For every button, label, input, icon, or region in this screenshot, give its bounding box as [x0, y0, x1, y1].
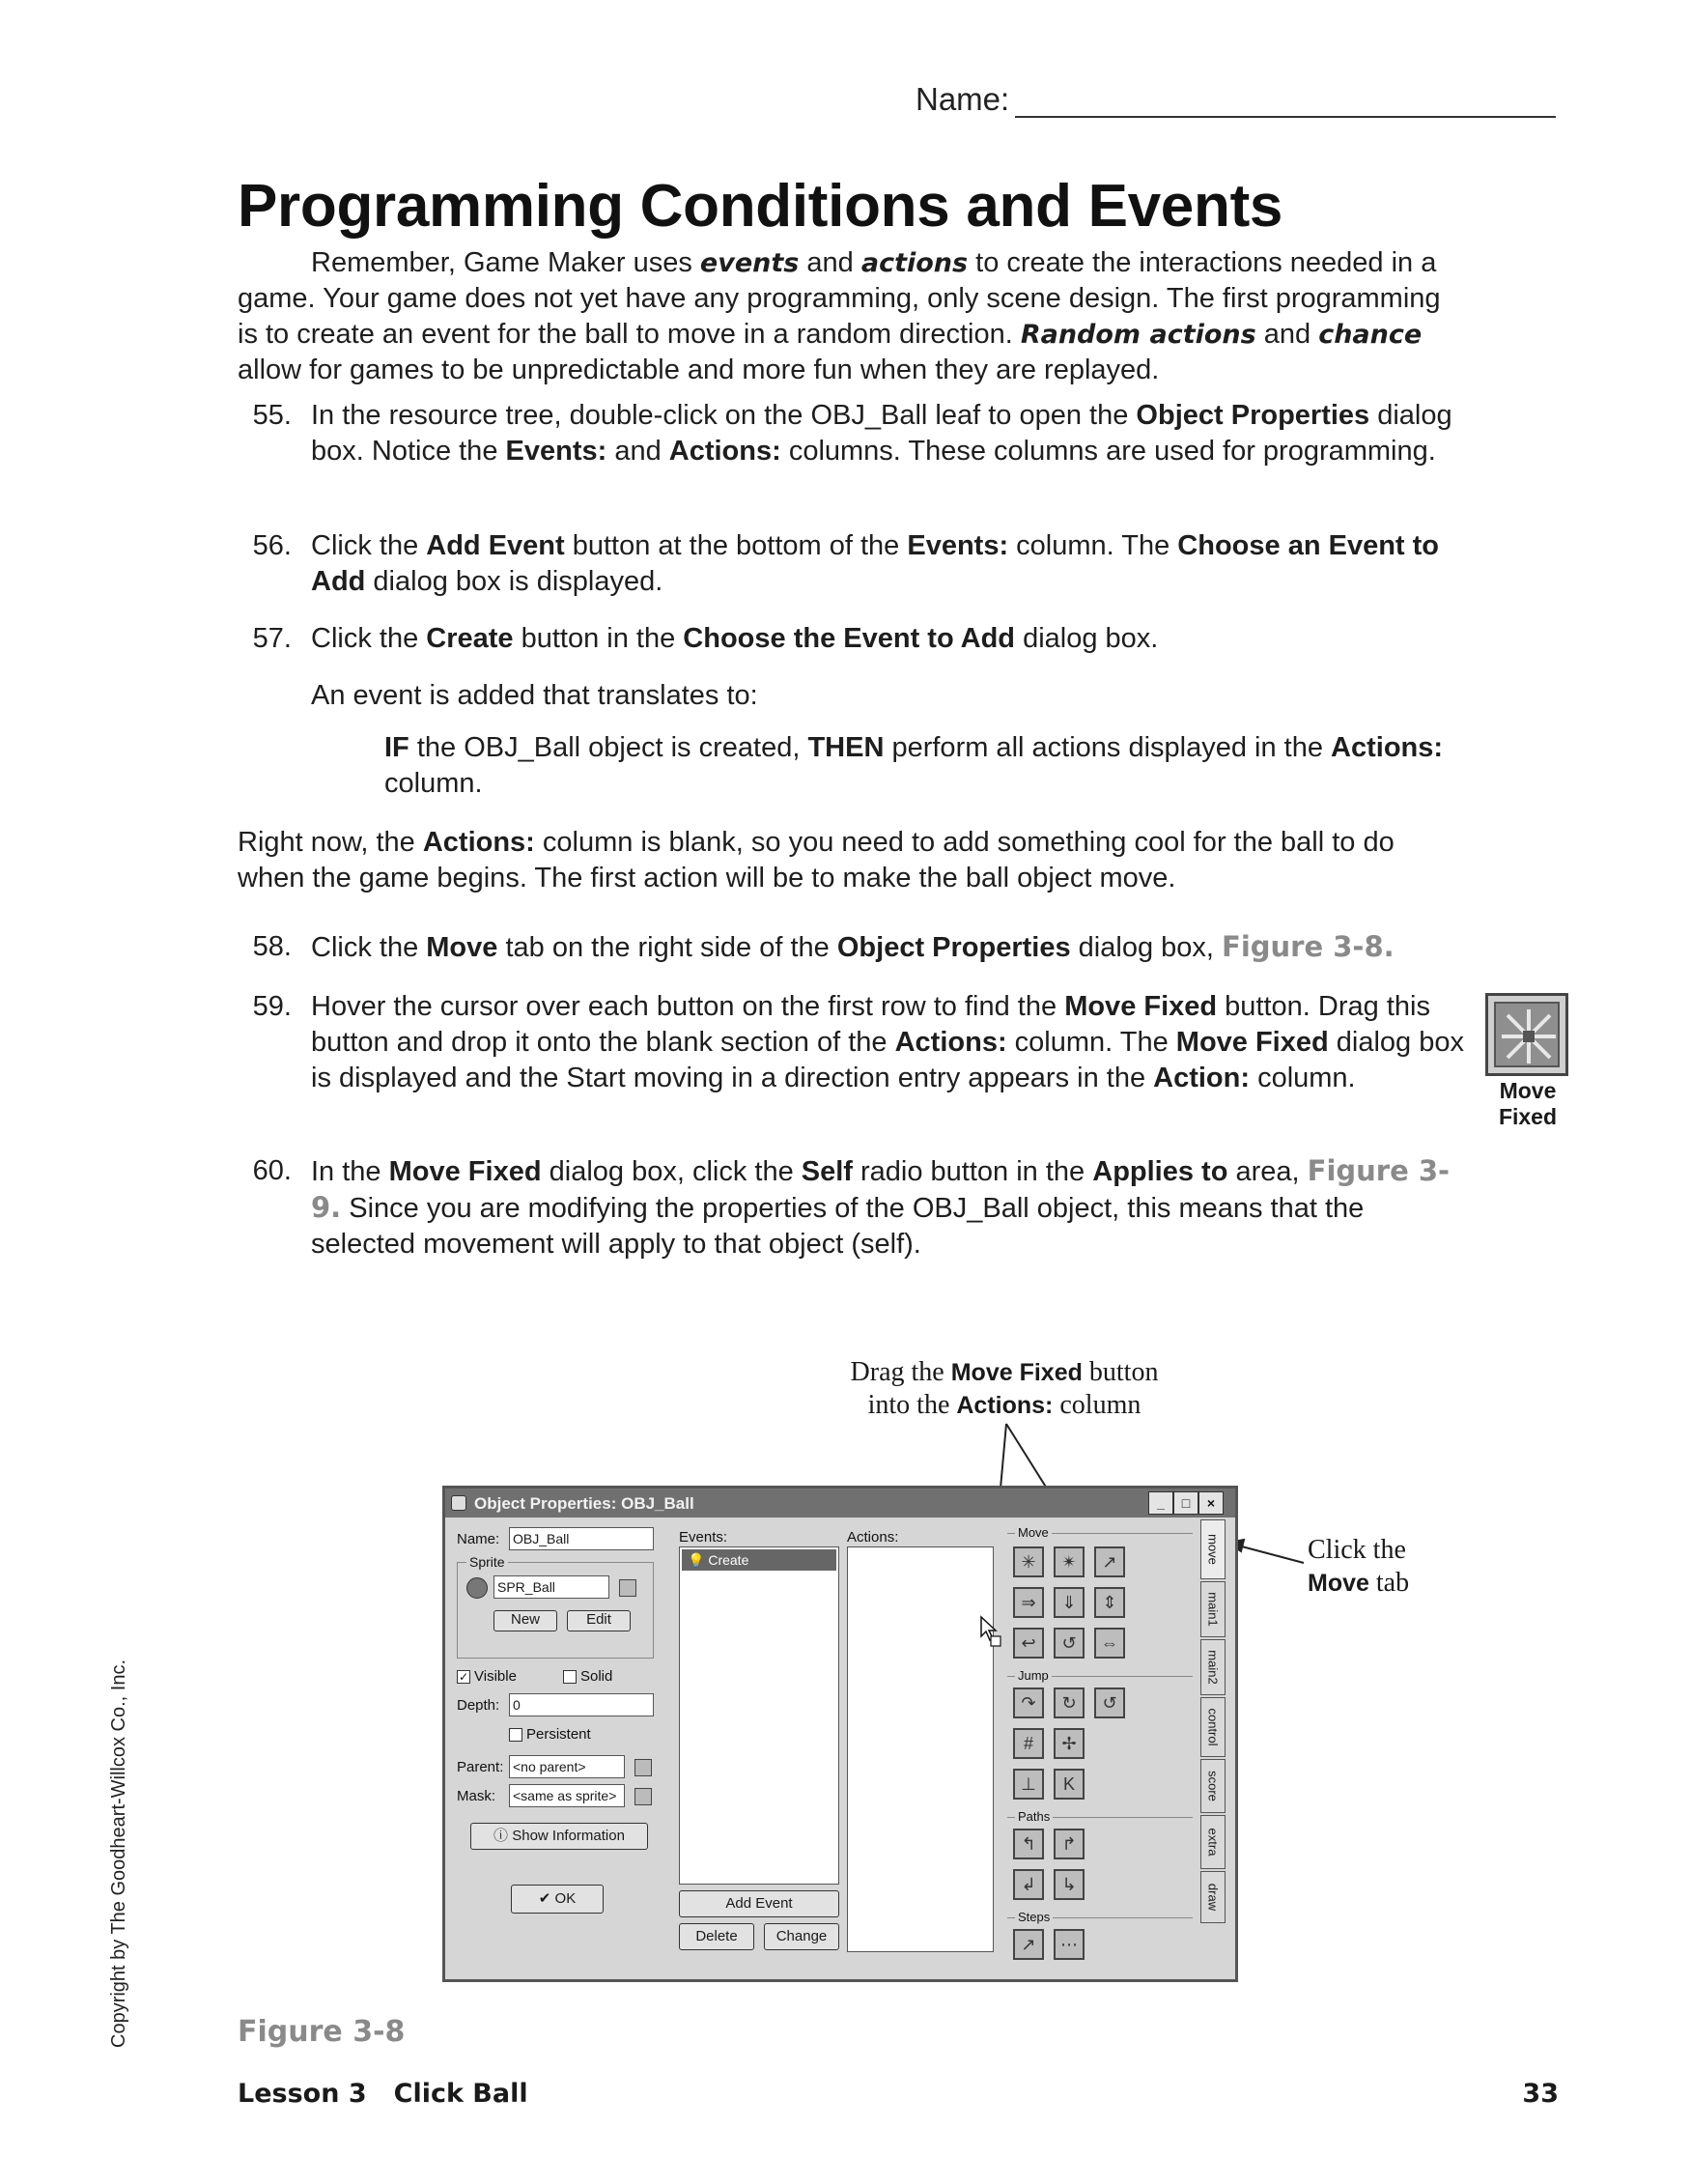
move-group-label: Move — [1015, 1525, 1052, 1540]
ui-bold: Action: — [1153, 1063, 1251, 1093]
window-titlebar[interactable] — [445, 1489, 1235, 1517]
depth-input[interactable]: 0 — [509, 1693, 654, 1716]
keyword-then: THEN — [807, 732, 885, 763]
term-chance: chance — [1318, 320, 1423, 350]
ui-bold: Object Properties — [836, 932, 1071, 963]
jump-group-label: Jump — [1015, 1668, 1052, 1683]
ui-text: Start moving in a direction — [566, 1063, 890, 1093]
set-path-button[interactable]: ↰ — [1013, 1829, 1044, 1859]
keyword-if: IF — [384, 732, 409, 763]
step-text: Hover the cursor over each button on the first row to find the Move Fixed button. Drag this button and drop it onto the blank section of the Actions: column. The Move Fixed dialog box is displayed and the Start moving in a direction entry appears in the Action: column. — [311, 991, 1464, 1093]
mask-browse-icon[interactable] — [634, 1788, 652, 1805]
sprite-browse-icon[interactable] — [619, 1579, 636, 1597]
add-event-button[interactable]: Add Event — [679, 1890, 839, 1917]
intro-text: allow for games to be unpredictable and more fun when they are replayed. — [238, 355, 1160, 385]
step-towards-button[interactable]: ↗ — [1013, 1929, 1044, 1960]
mask-select[interactable]: <same as sprite> — [509, 1784, 625, 1807]
figure-reference: Figure 3-8. — [1222, 930, 1395, 963]
jump-to-start-button[interactable]: ↻ — [1054, 1688, 1085, 1718]
callout-drag-move-fixed: Drag the Move Fixed button into the Actions: column — [850, 1357, 1159, 1420]
ui-bold: Move Fixed — [388, 1156, 542, 1187]
ui-text: OBJ_Ball — [912, 1193, 1029, 1224]
paths-group-label: Paths — [1015, 1809, 1053, 1824]
step-number: 59. — [252, 991, 292, 1022]
move-free-button[interactable]: ✴ — [1054, 1546, 1085, 1577]
minimize-icon[interactable]: _ — [1148, 1491, 1173, 1515]
ui-bold: Events: — [907, 530, 1009, 561]
ui-bold: Actions: — [668, 436, 781, 467]
close-icon[interactable]: × — [1198, 1491, 1224, 1515]
page-number: 33 — [1522, 2079, 1559, 2109]
align-to-grid-button[interactable]: # — [1013, 1728, 1044, 1759]
ui-bold: Move — [426, 932, 498, 963]
parent-label: Parent: — [457, 1759, 504, 1775]
sprite-group-label: Sprite — [466, 1554, 508, 1570]
step-number: 56. — [252, 530, 292, 561]
path-speed-button[interactable]: ↳ — [1054, 1869, 1085, 1900]
check-icon: ✓ — [458, 1670, 469, 1685]
speed-vertical-button[interactable]: ⇓ — [1054, 1587, 1085, 1618]
move-fixed-label: Move Fixed — [1498, 1078, 1558, 1129]
step-number: 58. — [252, 931, 292, 962]
solid-checkbox[interactable]: Solid — [563, 1668, 612, 1685]
bounce-button[interactable]: K — [1054, 1769, 1085, 1800]
checkmark-icon: ✔ — [538, 1890, 555, 1907]
term-events: events — [699, 248, 800, 278]
end-path-button[interactable]: ↱ — [1054, 1829, 1085, 1859]
ui-bold: Events: — [505, 436, 607, 467]
change-event-button[interactable]: Change — [764, 1923, 839, 1950]
if-then-statement: IF the OBJ_Ball object is created, THEN perform all actions displayed in the Actions: column. — [384, 732, 1444, 799]
ui-bold: Applies to — [1092, 1156, 1228, 1187]
step-number: 60. — [252, 1155, 292, 1186]
speed-horizontal-button[interactable]: ⇒ — [1013, 1587, 1044, 1618]
window-title: Object Properties: OBJ_Ball — [474, 1494, 694, 1513]
info-icon: ⓘ — [493, 1828, 513, 1844]
ui-bold: Choose an Event to Add — [311, 530, 1439, 597]
ui-bold: Actions: — [1331, 732, 1444, 763]
tab-move[interactable]: move — [1200, 1519, 1226, 1579]
event-create-item[interactable]: 💡 Create — [682, 1549, 836, 1571]
step-text: In the resource tree, double-click on the OBJ_Ball leaf to open the Object Properties dialog box. Notice the Events: and Actions: columns. These columns are used for programming. — [311, 400, 1452, 467]
jump-to-random-button[interactable]: ↺ — [1094, 1688, 1125, 1718]
reverse-vertical-button[interactable]: ↺ — [1054, 1628, 1085, 1659]
actions-list[interactable] — [847, 1546, 994, 1952]
move-towards-button[interactable]: ↗ — [1094, 1546, 1125, 1577]
lesson-title: Click Ball — [393, 2079, 528, 2109]
move-to-contact-button[interactable]: ⊥ — [1013, 1769, 1044, 1800]
name-label: Name: — [916, 81, 1010, 117]
ui-bold: Add Event — [426, 530, 565, 561]
ui-bold: Actions: — [422, 827, 535, 858]
persistent-checkbox[interactable]: Persistent — [509, 1726, 591, 1743]
set-friction-button[interactable]: ⇔ — [1094, 1628, 1125, 1659]
actions-label: Actions: — [847, 1529, 899, 1546]
ui-bold: Move Fixed — [1064, 991, 1218, 1022]
steps-group-label: Steps — [1015, 1910, 1053, 1924]
ui-bold: Create — [426, 623, 514, 654]
right-now-paragraph: Right now, the Actions: column is blank, so you need to add something cool for the ball to do when the game begins. The first action will be to make the ball object move. — [238, 827, 1395, 893]
step-text: Click the Add Event button at the bottom of the Events: column. The Choose an Event to Add dialog box is displayed. — [311, 530, 1439, 597]
delete-event-button[interactable]: Delete — [679, 1923, 754, 1950]
tab-draw[interactable]: draw — [1200, 1871, 1226, 1923]
edit-sprite-button[interactable]: Edit — [567, 1610, 631, 1631]
reverse-horizontal-button[interactable]: ↩ — [1013, 1628, 1044, 1659]
intro-text: and — [799, 247, 861, 278]
step-text: Click the Move tab on the right side of the Object Properties dialog box, Figure 3-8. — [311, 930, 1395, 963]
tab-control[interactable]: control — [1200, 1697, 1226, 1757]
intro-text: Remember, Game Maker uses — [311, 247, 700, 278]
object-properties-window — [442, 1486, 1238, 1982]
tab-score[interactable]: score — [1200, 1759, 1226, 1813]
parent-select[interactable]: <no parent> — [509, 1755, 625, 1778]
visible-checkbox[interactable]: ✓ Visible — [458, 1668, 517, 1685]
ui-bold: Self — [801, 1156, 853, 1187]
term-actions: actions — [860, 248, 969, 278]
tab-main1[interactable]: main1 — [1200, 1581, 1226, 1637]
step-text: Click the Create button in the Choose the Event to Add dialog box. — [311, 623, 1159, 654]
tab-main2[interactable]: main2 — [1200, 1639, 1226, 1695]
lightbulb-icon: 💡 — [688, 1552, 705, 1568]
name-label-field: Name: — [457, 1531, 500, 1547]
jump-to-position-button[interactable]: ↷ — [1013, 1688, 1044, 1718]
ui-bold: Object Properties — [1136, 400, 1370, 431]
set-gravity-button[interactable]: ⇕ — [1094, 1587, 1125, 1618]
figure-reference: Figure 3-9. — [311, 1154, 1451, 1224]
new-sprite-button[interactable]: New — [493, 1610, 557, 1631]
copyright-notice: Copyright by The Goodheart-Willcox Co., Inc. — [108, 1659, 129, 2048]
move-fixed-button[interactable]: ✳ — [1013, 1546, 1044, 1577]
tab-extra[interactable]: extra — [1200, 1815, 1226, 1869]
intro-text: and — [1255, 319, 1319, 350]
page-title: Programming Conditions and Events — [238, 173, 1283, 240]
ui-text: OBJ_Ball — [810, 400, 928, 431]
path-position-button[interactable]: ↲ — [1013, 1869, 1044, 1900]
window-app-icon — [451, 1495, 466, 1511]
drag-cursor-icon — [979, 1615, 1002, 1648]
ui-text: OBJ_Ball — [464, 732, 581, 763]
ui-bold: Move Fixed — [1175, 1027, 1329, 1058]
intro-text: to create the interactions needed in a game. Your game does not yet have any programming, only scene design. The first programming is to create an event for the ball to move in a random direction. — [238, 247, 1441, 350]
translate-text: An event is added that translates to: — [311, 680, 758, 711]
show-information-button[interactable]: ⓘ Show Information — [470, 1823, 648, 1850]
ui-bold: Choose the Event to Add — [683, 623, 1016, 654]
events-label: Events: — [679, 1529, 728, 1546]
step-avoiding-button[interactable]: ⋯ — [1054, 1929, 1085, 1960]
object-name-input[interactable]: OBJ_Ball — [509, 1527, 654, 1550]
events-list[interactable] — [679, 1546, 839, 1885]
parent-browse-icon[interactable] — [634, 1759, 652, 1776]
ok-button[interactable]: ✔ OK — [511, 1885, 604, 1914]
callout-move-tab: Click the Move tab — [1308, 1535, 1410, 1598]
wrap-screen-button[interactable]: ✢ — [1054, 1728, 1085, 1759]
depth-label: Depth: — [457, 1697, 500, 1714]
footer-lesson — [238, 2079, 528, 2109]
sprite-select[interactable]: SPR_Ball — [493, 1575, 609, 1599]
term-random-actions: Random actions — [1020, 320, 1256, 350]
sprite-ball-icon — [466, 1577, 488, 1599]
figure-caption: Figure 3-8 — [238, 2015, 406, 2049]
step-number: 57. — [252, 623, 292, 654]
step-text: In the Move Fixed dialog box, click the Self radio button in the Applies to area, Figure 3-9. Since you are modifying the properties of the OBJ_Ball object, this means that the selected movement will apply to that object (self). — [311, 1154, 1451, 1260]
ui-bold: Actions: — [894, 1027, 1007, 1058]
maximize-icon[interactable]: □ — [1173, 1491, 1198, 1515]
mask-label: Mask: — [457, 1788, 496, 1804]
lesson-number: Lesson 3 — [238, 2079, 367, 2109]
step-number: 55. — [252, 400, 292, 431]
